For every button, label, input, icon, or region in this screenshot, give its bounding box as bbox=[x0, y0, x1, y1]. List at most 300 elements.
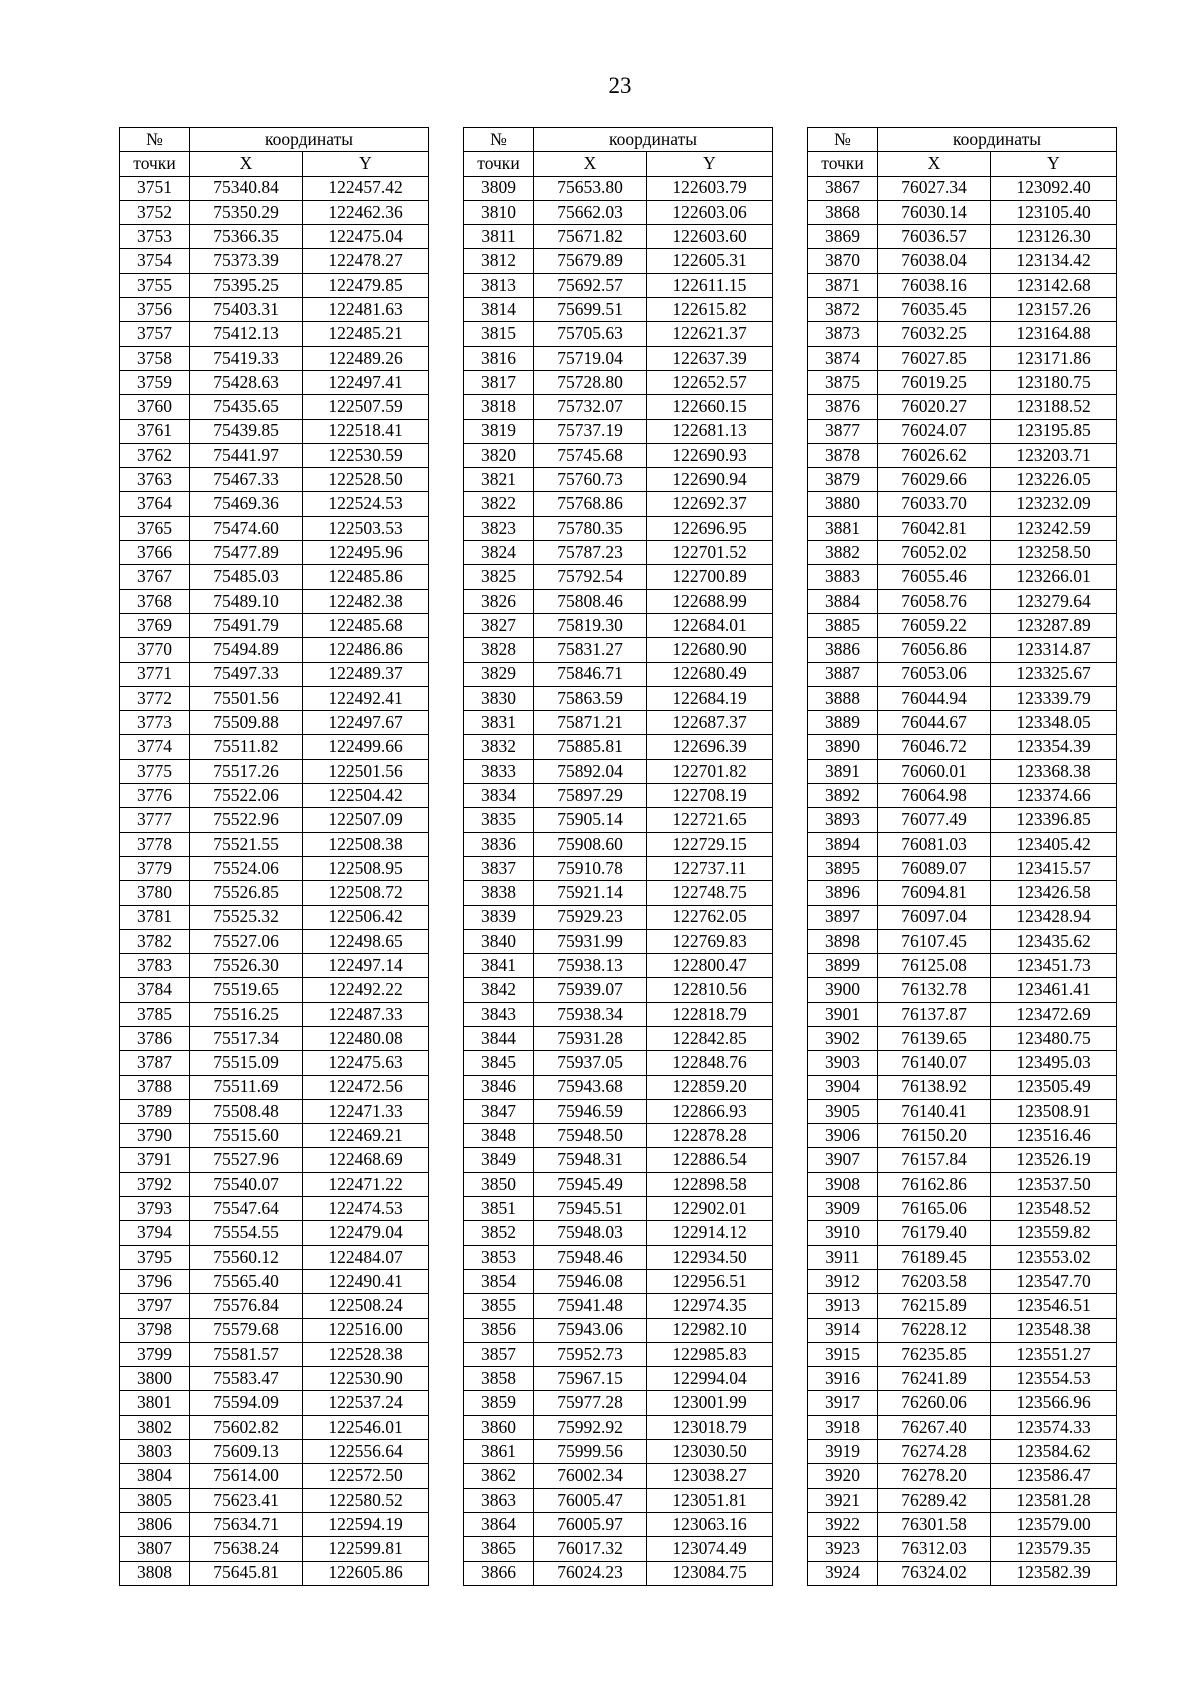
table-row bbox=[120, 1002, 429, 1026]
table-row bbox=[464, 1488, 773, 1512]
y-cell: 122810.56 bbox=[647, 978, 773, 1002]
point-number-cell: 3835 bbox=[464, 808, 534, 832]
table-row bbox=[120, 200, 429, 224]
table-row bbox=[120, 1124, 429, 1148]
x-cell: 76139.65 bbox=[878, 1026, 991, 1050]
x-cell: 75609.13 bbox=[190, 1440, 303, 1464]
y-cell: 123461.41 bbox=[991, 978, 1117, 1002]
y-cell: 122518.41 bbox=[303, 419, 429, 443]
point-number-cell: 3755 bbox=[120, 273, 190, 297]
table-row bbox=[120, 565, 429, 589]
x-cell: 75540.07 bbox=[190, 1172, 303, 1196]
y-cell: 122982.10 bbox=[647, 1318, 773, 1342]
point-number-cell: 3851 bbox=[464, 1197, 534, 1221]
table-row bbox=[808, 759, 1117, 783]
point-number-cell: 3764 bbox=[120, 492, 190, 516]
point-number-cell: 3760 bbox=[120, 395, 190, 419]
point-number-cell: 3768 bbox=[120, 589, 190, 613]
table-row bbox=[120, 273, 429, 297]
point-number-cell: 3910 bbox=[808, 1221, 878, 1245]
point-number-cell: 3869 bbox=[808, 225, 878, 249]
y-cell: 122475.63 bbox=[303, 1051, 429, 1075]
point-number-cell: 3859 bbox=[464, 1391, 534, 1415]
point-number-cell: 3850 bbox=[464, 1172, 534, 1196]
y-cell: 123582.39 bbox=[991, 1561, 1117, 1585]
table-row bbox=[120, 832, 429, 856]
x-cell: 75897.29 bbox=[534, 784, 647, 808]
point-number-cell: 3753 bbox=[120, 225, 190, 249]
table-row bbox=[120, 589, 429, 613]
x-cell: 75527.96 bbox=[190, 1148, 303, 1172]
y-cell: 122497.41 bbox=[303, 370, 429, 394]
y-cell: 123508.91 bbox=[991, 1099, 1117, 1123]
table-row bbox=[808, 735, 1117, 759]
y-cell: 122878.28 bbox=[647, 1124, 773, 1148]
x-cell: 75967.15 bbox=[534, 1367, 647, 1391]
x-cell: 75692.57 bbox=[534, 273, 647, 297]
point-number-cell: 3902 bbox=[808, 1026, 878, 1050]
y-cell: 123548.38 bbox=[991, 1318, 1117, 1342]
point-number-cell: 3775 bbox=[120, 759, 190, 783]
table-row bbox=[120, 954, 429, 978]
y-cell: 123566.96 bbox=[991, 1391, 1117, 1415]
table-row bbox=[464, 1391, 773, 1415]
x-cell: 75999.56 bbox=[534, 1440, 647, 1464]
point-number-cell: 3896 bbox=[808, 881, 878, 905]
table-row bbox=[464, 662, 773, 686]
y-cell: 122700.89 bbox=[647, 565, 773, 589]
table-row bbox=[464, 322, 773, 346]
y-cell: 122528.50 bbox=[303, 468, 429, 492]
x-cell: 76046.72 bbox=[878, 735, 991, 759]
table-row bbox=[808, 541, 1117, 565]
y-cell: 123495.03 bbox=[991, 1051, 1117, 1075]
point-number-cell: 3893 bbox=[808, 808, 878, 832]
point-number-cell: 3865 bbox=[464, 1537, 534, 1561]
x-cell: 76125.08 bbox=[878, 954, 991, 978]
table-row bbox=[120, 492, 429, 516]
y-cell: 122800.47 bbox=[647, 954, 773, 978]
point-number-cell: 3782 bbox=[120, 929, 190, 953]
x-cell: 75515.09 bbox=[190, 1051, 303, 1075]
y-cell: 122508.24 bbox=[303, 1294, 429, 1318]
table-row bbox=[120, 1221, 429, 1245]
x-cell: 75938.13 bbox=[534, 954, 647, 978]
x-cell: 75780.35 bbox=[534, 516, 647, 540]
y-cell: 123180.75 bbox=[991, 370, 1117, 394]
point-number-cell: 3810 bbox=[464, 200, 534, 224]
table-row bbox=[120, 1367, 429, 1391]
x-cell: 75594.09 bbox=[190, 1391, 303, 1415]
point-number-cell: 3856 bbox=[464, 1318, 534, 1342]
x-cell: 75614.00 bbox=[190, 1464, 303, 1488]
table-row bbox=[120, 1026, 429, 1050]
point-number-cell: 3754 bbox=[120, 249, 190, 273]
point-number-cell: 3884 bbox=[808, 589, 878, 613]
y-cell: 123325.67 bbox=[991, 662, 1117, 686]
table-row bbox=[464, 1099, 773, 1123]
x-cell: 75943.68 bbox=[534, 1075, 647, 1099]
point-number-cell: 3862 bbox=[464, 1464, 534, 1488]
point-number-cell: 3905 bbox=[808, 1099, 878, 1123]
point-number-cell: 3922 bbox=[808, 1512, 878, 1536]
point-number-cell: 3752 bbox=[120, 200, 190, 224]
point-number-cell: 3849 bbox=[464, 1148, 534, 1172]
table-row bbox=[808, 1440, 1117, 1464]
x-cell: 75892.04 bbox=[534, 759, 647, 783]
y-cell: 123554.53 bbox=[991, 1367, 1117, 1391]
y-cell: 123134.42 bbox=[991, 249, 1117, 273]
x-cell: 75719.04 bbox=[534, 346, 647, 370]
table-row bbox=[808, 856, 1117, 880]
x-cell: 75638.24 bbox=[190, 1537, 303, 1561]
x-cell: 75525.32 bbox=[190, 905, 303, 929]
point-number-cell: 3873 bbox=[808, 322, 878, 346]
point-number-cell: 3826 bbox=[464, 589, 534, 613]
table-row bbox=[464, 565, 773, 589]
point-number-cell: 3804 bbox=[120, 1464, 190, 1488]
x-cell: 75787.23 bbox=[534, 541, 647, 565]
y-cell: 122708.19 bbox=[647, 784, 773, 808]
x-cell: 75908.60 bbox=[534, 832, 647, 856]
x-cell: 75412.13 bbox=[190, 322, 303, 346]
y-cell: 122497.14 bbox=[303, 954, 429, 978]
table-row bbox=[120, 978, 429, 1002]
table-row bbox=[120, 1415, 429, 1439]
x-cell: 76002.34 bbox=[534, 1464, 647, 1488]
table-row bbox=[808, 929, 1117, 953]
point-number-cell: 3833 bbox=[464, 759, 534, 783]
x-cell: 76301.58 bbox=[878, 1512, 991, 1536]
x-cell: 75931.28 bbox=[534, 1026, 647, 1050]
header-x: X bbox=[190, 152, 303, 176]
point-number-cell: 3780 bbox=[120, 881, 190, 905]
x-cell: 76060.01 bbox=[878, 759, 991, 783]
table-row bbox=[464, 249, 773, 273]
table-row bbox=[120, 759, 429, 783]
x-cell: 76260.06 bbox=[878, 1391, 991, 1415]
table-row bbox=[464, 1221, 773, 1245]
y-cell: 122468.69 bbox=[303, 1148, 429, 1172]
x-cell: 76077.49 bbox=[878, 808, 991, 832]
y-cell: 122475.04 bbox=[303, 225, 429, 249]
y-cell: 123314.87 bbox=[991, 638, 1117, 662]
y-cell: 122530.59 bbox=[303, 443, 429, 467]
x-cell: 75943.06 bbox=[534, 1318, 647, 1342]
table-row bbox=[808, 1464, 1117, 1488]
table-row bbox=[808, 516, 1117, 540]
table-row bbox=[808, 832, 1117, 856]
point-number-cell: 3830 bbox=[464, 686, 534, 710]
point-number-cell: 3795 bbox=[120, 1245, 190, 1269]
point-number-cell: 3878 bbox=[808, 443, 878, 467]
point-number-cell: 3839 bbox=[464, 905, 534, 929]
point-number-cell: 3815 bbox=[464, 322, 534, 346]
point-number-cell: 3857 bbox=[464, 1342, 534, 1366]
table-row bbox=[808, 978, 1117, 1002]
x-cell: 75634.71 bbox=[190, 1512, 303, 1536]
table-row bbox=[464, 1464, 773, 1488]
x-cell: 75515.60 bbox=[190, 1124, 303, 1148]
table-row bbox=[120, 686, 429, 710]
point-number-cell: 3861 bbox=[464, 1440, 534, 1464]
x-cell: 76027.85 bbox=[878, 346, 991, 370]
x-cell: 75516.25 bbox=[190, 1002, 303, 1026]
y-cell: 122902.01 bbox=[647, 1197, 773, 1221]
y-cell: 122599.81 bbox=[303, 1537, 429, 1561]
point-number-cell: 3802 bbox=[120, 1415, 190, 1439]
point-number-cell: 3796 bbox=[120, 1269, 190, 1293]
y-cell: 122696.39 bbox=[647, 735, 773, 759]
point-number-cell: 3879 bbox=[808, 468, 878, 492]
y-cell: 122594.19 bbox=[303, 1512, 429, 1536]
point-number-cell: 3816 bbox=[464, 346, 534, 370]
y-cell: 122482.38 bbox=[303, 589, 429, 613]
table-row bbox=[464, 589, 773, 613]
table-row bbox=[120, 1172, 429, 1196]
point-number-cell: 3767 bbox=[120, 565, 190, 589]
point-number-cell: 3847 bbox=[464, 1099, 534, 1123]
table-row bbox=[120, 1051, 429, 1075]
x-cell: 75992.92 bbox=[534, 1415, 647, 1439]
x-cell: 75728.80 bbox=[534, 370, 647, 394]
x-cell: 76324.02 bbox=[878, 1561, 991, 1585]
table-row bbox=[464, 541, 773, 565]
y-cell: 123546.51 bbox=[991, 1294, 1117, 1318]
point-number-cell: 3882 bbox=[808, 541, 878, 565]
table-row bbox=[464, 1561, 773, 1585]
point-number-cell: 3836 bbox=[464, 832, 534, 856]
point-number-cell: 3921 bbox=[808, 1488, 878, 1512]
table-row bbox=[120, 370, 429, 394]
point-number-cell: 3763 bbox=[120, 468, 190, 492]
point-number-cell: 3769 bbox=[120, 613, 190, 637]
x-cell: 76064.98 bbox=[878, 784, 991, 808]
header-row bbox=[808, 152, 1117, 176]
table-row bbox=[808, 808, 1117, 832]
x-cell: 76228.12 bbox=[878, 1318, 991, 1342]
point-number-cell: 3886 bbox=[808, 638, 878, 662]
y-cell: 122546.01 bbox=[303, 1415, 429, 1439]
x-cell: 75939.07 bbox=[534, 978, 647, 1002]
x-cell: 75929.23 bbox=[534, 905, 647, 929]
table-row bbox=[808, 1148, 1117, 1172]
y-cell: 122508.95 bbox=[303, 856, 429, 880]
y-cell: 123348.05 bbox=[991, 711, 1117, 735]
point-number-cell: 3799 bbox=[120, 1342, 190, 1366]
x-cell: 75948.50 bbox=[534, 1124, 647, 1148]
x-cell: 75905.14 bbox=[534, 808, 647, 832]
point-number-cell: 3901 bbox=[808, 1002, 878, 1026]
y-cell: 122688.99 bbox=[647, 589, 773, 613]
point-number-cell: 3870 bbox=[808, 249, 878, 273]
y-cell: 122499.66 bbox=[303, 735, 429, 759]
x-cell: 76005.97 bbox=[534, 1512, 647, 1536]
y-cell: 123368.38 bbox=[991, 759, 1117, 783]
y-cell: 122769.83 bbox=[647, 929, 773, 953]
y-cell: 123142.68 bbox=[991, 273, 1117, 297]
x-cell: 75948.46 bbox=[534, 1245, 647, 1269]
table-row bbox=[808, 1561, 1117, 1585]
x-cell: 76235.85 bbox=[878, 1342, 991, 1366]
coordinates-table-3 bbox=[807, 127, 1117, 1586]
point-number-cell: 3876 bbox=[808, 395, 878, 419]
table-row bbox=[120, 1318, 429, 1342]
x-cell: 75699.51 bbox=[534, 298, 647, 322]
y-cell: 122603.60 bbox=[647, 225, 773, 249]
point-number-cell: 3885 bbox=[808, 613, 878, 637]
x-cell: 75623.41 bbox=[190, 1488, 303, 1512]
x-cell: 75511.82 bbox=[190, 735, 303, 759]
table-row bbox=[808, 1537, 1117, 1561]
point-number-cell: 3822 bbox=[464, 492, 534, 516]
x-cell: 75474.60 bbox=[190, 516, 303, 540]
y-cell: 123579.00 bbox=[991, 1512, 1117, 1536]
y-cell: 122504.42 bbox=[303, 784, 429, 808]
point-number-cell: 3791 bbox=[120, 1148, 190, 1172]
point-number-cell: 3899 bbox=[808, 954, 878, 978]
table-row bbox=[808, 1294, 1117, 1318]
point-number-cell: 3757 bbox=[120, 322, 190, 346]
y-cell: 122680.90 bbox=[647, 638, 773, 662]
table-row bbox=[808, 492, 1117, 516]
table-row bbox=[464, 516, 773, 540]
x-cell: 76081.03 bbox=[878, 832, 991, 856]
coordinates-table-2 bbox=[463, 127, 773, 1586]
point-number-cell: 3751 bbox=[120, 176, 190, 200]
point-number-cell: 3848 bbox=[464, 1124, 534, 1148]
table-row bbox=[808, 784, 1117, 808]
y-cell: 123505.49 bbox=[991, 1075, 1117, 1099]
table-row bbox=[808, 711, 1117, 735]
table-row bbox=[464, 346, 773, 370]
point-number-cell: 3797 bbox=[120, 1294, 190, 1318]
table-row bbox=[808, 954, 1117, 978]
table-row bbox=[808, 613, 1117, 637]
table-row bbox=[808, 419, 1117, 443]
x-cell: 75910.78 bbox=[534, 856, 647, 880]
point-number-cell: 3881 bbox=[808, 516, 878, 540]
table-row bbox=[464, 1075, 773, 1099]
y-cell: 123203.71 bbox=[991, 443, 1117, 467]
x-cell: 75645.81 bbox=[190, 1561, 303, 1585]
y-cell: 123038.27 bbox=[647, 1464, 773, 1488]
point-number-cell: 3846 bbox=[464, 1075, 534, 1099]
x-cell: 75831.27 bbox=[534, 638, 647, 662]
point-number-cell: 3784 bbox=[120, 978, 190, 1002]
x-cell: 75679.89 bbox=[534, 249, 647, 273]
point-number-cell: 3778 bbox=[120, 832, 190, 856]
x-cell: 76055.46 bbox=[878, 565, 991, 589]
y-cell: 122690.93 bbox=[647, 443, 773, 467]
table-row bbox=[808, 1002, 1117, 1026]
y-cell: 122696.95 bbox=[647, 516, 773, 540]
point-number-cell: 3844 bbox=[464, 1026, 534, 1050]
table-row bbox=[120, 905, 429, 929]
x-cell: 76030.14 bbox=[878, 200, 991, 224]
table-row bbox=[464, 1367, 773, 1391]
x-cell: 75581.57 bbox=[190, 1342, 303, 1366]
point-number-cell: 3821 bbox=[464, 468, 534, 492]
point-number-cell: 3917 bbox=[808, 1391, 878, 1415]
point-number-cell: 3814 bbox=[464, 298, 534, 322]
point-number-cell: 3808 bbox=[120, 1561, 190, 1585]
point-number-cell: 3867 bbox=[808, 176, 878, 200]
table-row bbox=[120, 1391, 429, 1415]
y-cell: 122528.38 bbox=[303, 1342, 429, 1366]
table-row bbox=[808, 1172, 1117, 1196]
point-number-cell: 3761 bbox=[120, 419, 190, 443]
x-cell: 75522.96 bbox=[190, 808, 303, 832]
y-cell: 122490.41 bbox=[303, 1269, 429, 1293]
y-cell: 122914.12 bbox=[647, 1221, 773, 1245]
y-cell: 122472.56 bbox=[303, 1075, 429, 1099]
table-row bbox=[464, 735, 773, 759]
x-cell: 76137.87 bbox=[878, 1002, 991, 1026]
x-cell: 75419.33 bbox=[190, 346, 303, 370]
x-cell: 76140.41 bbox=[878, 1099, 991, 1123]
table-row bbox=[464, 298, 773, 322]
point-number-cell: 3765 bbox=[120, 516, 190, 540]
point-number-cell: 3823 bbox=[464, 516, 534, 540]
x-cell: 76020.27 bbox=[878, 395, 991, 419]
table-row bbox=[464, 832, 773, 856]
header-number: № bbox=[808, 128, 878, 152]
point-number-cell: 3811 bbox=[464, 225, 534, 249]
x-cell: 75497.33 bbox=[190, 662, 303, 686]
y-cell: 123188.52 bbox=[991, 395, 1117, 419]
header-number: № bbox=[120, 128, 190, 152]
point-number-cell: 3831 bbox=[464, 711, 534, 735]
x-cell: 75863.59 bbox=[534, 686, 647, 710]
x-cell: 75885.81 bbox=[534, 735, 647, 759]
x-cell: 75547.64 bbox=[190, 1197, 303, 1221]
table-row bbox=[120, 322, 429, 346]
x-cell: 75491.79 bbox=[190, 613, 303, 637]
y-cell: 122652.57 bbox=[647, 370, 773, 394]
table-row bbox=[464, 1294, 773, 1318]
point-number-cell: 3920 bbox=[808, 1464, 878, 1488]
y-cell: 123581.28 bbox=[991, 1488, 1117, 1512]
point-number-cell: 3890 bbox=[808, 735, 878, 759]
table-row bbox=[808, 370, 1117, 394]
x-cell: 76044.67 bbox=[878, 711, 991, 735]
x-cell: 75768.86 bbox=[534, 492, 647, 516]
x-cell: 75705.63 bbox=[534, 322, 647, 346]
table-row bbox=[808, 1245, 1117, 1269]
y-cell: 122457.42 bbox=[303, 176, 429, 200]
point-number-cell: 3891 bbox=[808, 759, 878, 783]
y-cell: 122516.00 bbox=[303, 1318, 429, 1342]
x-cell: 76052.02 bbox=[878, 541, 991, 565]
x-cell: 75526.30 bbox=[190, 954, 303, 978]
table-row bbox=[120, 1464, 429, 1488]
y-cell: 122684.01 bbox=[647, 613, 773, 637]
x-cell: 75921.14 bbox=[534, 881, 647, 905]
table-row bbox=[464, 1172, 773, 1196]
x-cell: 75938.34 bbox=[534, 1002, 647, 1026]
point-number-cell: 3785 bbox=[120, 1002, 190, 1026]
x-cell: 76036.57 bbox=[878, 225, 991, 249]
point-number-cell: 3788 bbox=[120, 1075, 190, 1099]
table-row bbox=[464, 492, 773, 516]
point-number-cell: 3889 bbox=[808, 711, 878, 735]
table-row bbox=[808, 1488, 1117, 1512]
y-cell: 122762.05 bbox=[647, 905, 773, 929]
coordinates-table-1 bbox=[119, 127, 429, 1586]
point-number-cell: 3913 bbox=[808, 1294, 878, 1318]
header-point: точки bbox=[464, 152, 534, 176]
